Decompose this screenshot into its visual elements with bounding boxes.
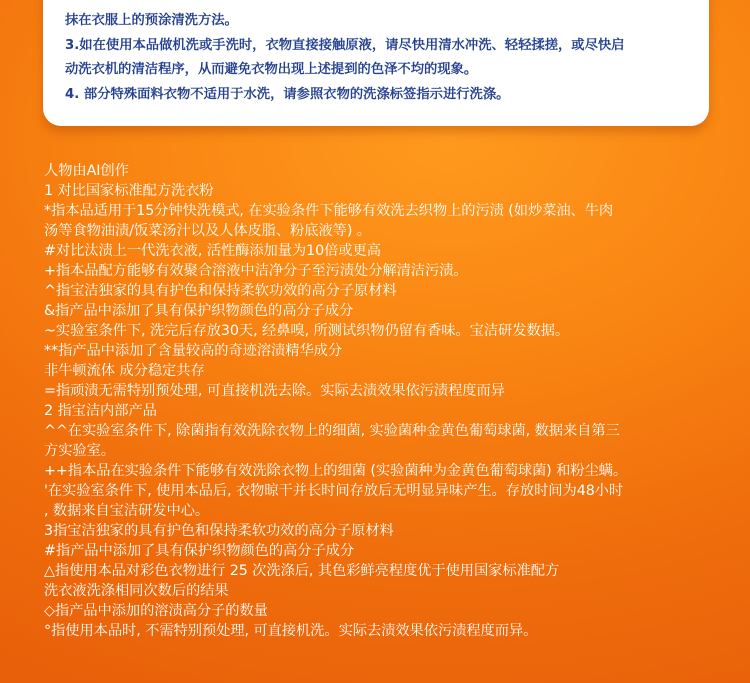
footnote-line: #指产品中添加了具有保护织物颜色的高分子成分 <box>44 543 355 559</box>
footnote-line: ^^在实验室条件下, 除菌指有效洗除衣物上的细菌, 实验菌种金黄色葡萄球菌, 数据来自第三 <box>44 423 620 439</box>
footnote-line: *指本品适用于15分钟快洗模式, 在实验条件下能够有效洗去织物上的污渍 (如炒菜油、牛肉 <box>44 203 614 219</box>
footnote-line: '在实验室条件下, 使用本品后, 衣物晾干并长时间存放后无明显异味产生。存放时间为48小时 <box>44 483 624 499</box>
footnotes <box>44 161 714 641</box>
footnote-line: ^指宝洁独家的具有护色和保持柔软功效的高分子原材料 <box>44 283 397 299</box>
footnote-line: ++指本品在实验条件下能够有效洗除衣物上的细菌 (实验菌种为金黄色葡萄球菌) 和粉尘螨。 <box>44 463 628 479</box>
footnote-line: 人物由AI创作 <box>44 163 129 179</box>
footnote-line: 汤等食物油渍/饭菜汤汁以及人体皮脂、粉底液等) 。 <box>44 223 371 239</box>
footnote-line: 洗衣液洗涤相同次数后的结果 <box>44 583 229 599</box>
footnote-line: 非牛顿流体 成分稳定共存 <box>44 363 205 379</box>
footnote-line: 2 指宝洁内部产品 <box>44 403 157 419</box>
footnote-line: **指产品中添加了含量较高的奇迹溶渍精华成分 <box>44 343 343 359</box>
card-line: 动洗衣机的清洁程序，从而避免衣物出现上述提到的色泽不均的现象。 <box>65 62 478 77</box>
footnote-line: 3指宝洁独家的具有护色和保持柔软功效的高分子原材料 <box>44 523 394 539</box>
footnote-line: 1 对比国家标准配方洗衣粉 <box>44 183 214 199</box>
footnote-line: ◇指产品中添加的溶渍高分子的数量 <box>44 603 268 619</box>
footnote-line: ~实验室条件下, 洗完后存放30天, 经鼻嗅, 所测试织物仍留有香味。宝洁研发数据。 <box>44 323 570 339</box>
card-line: 3.如在使用本品做机洗或手洗时，衣物直接接触原液，请尽快用清水冲洗、轻轻揉搓，或尽快启 <box>65 38 625 53</box>
footnote-line: △指使用本品对彩色衣物进行 25 次洗涤后, 其色彩鲜亮程度优于使用国家标准配方 <box>44 563 560 579</box>
instructions-card <box>43 0 709 126</box>
card-line: 4. 部分特殊面料衣物不适用于水洗，请参照衣物的洗涤标签指示进行洗涤。 <box>65 87 510 102</box>
footnote-line: , 数据来自宝洁研发中心。 <box>44 503 210 519</box>
footnote-line: =指顽渍无需特别预处理, 可直接机洗去除。实际去渍效果依污渍程度而异 <box>44 383 505 399</box>
footnote-line: #对比汰渍上一代洗衣液, 活性酶添加量为10倍或更高 <box>44 243 381 259</box>
footnote-line: 方实验室。 <box>44 443 115 459</box>
footnote-line: &指产品中添加了具有保护织物颜色的高分子成分 <box>44 303 354 319</box>
footnote-line: +指本品配方能够有效聚合溶液中洁净分子至污渍处分解清洁污渍。 <box>44 263 468 279</box>
card-line: 抹在衣服上的预涂清洗方法。 <box>65 13 238 28</box>
footnote-line: °指使用本品时, 不需特别预处理, 可直接机洗。实际去渍效果依污渍程度而异。 <box>44 623 538 639</box>
